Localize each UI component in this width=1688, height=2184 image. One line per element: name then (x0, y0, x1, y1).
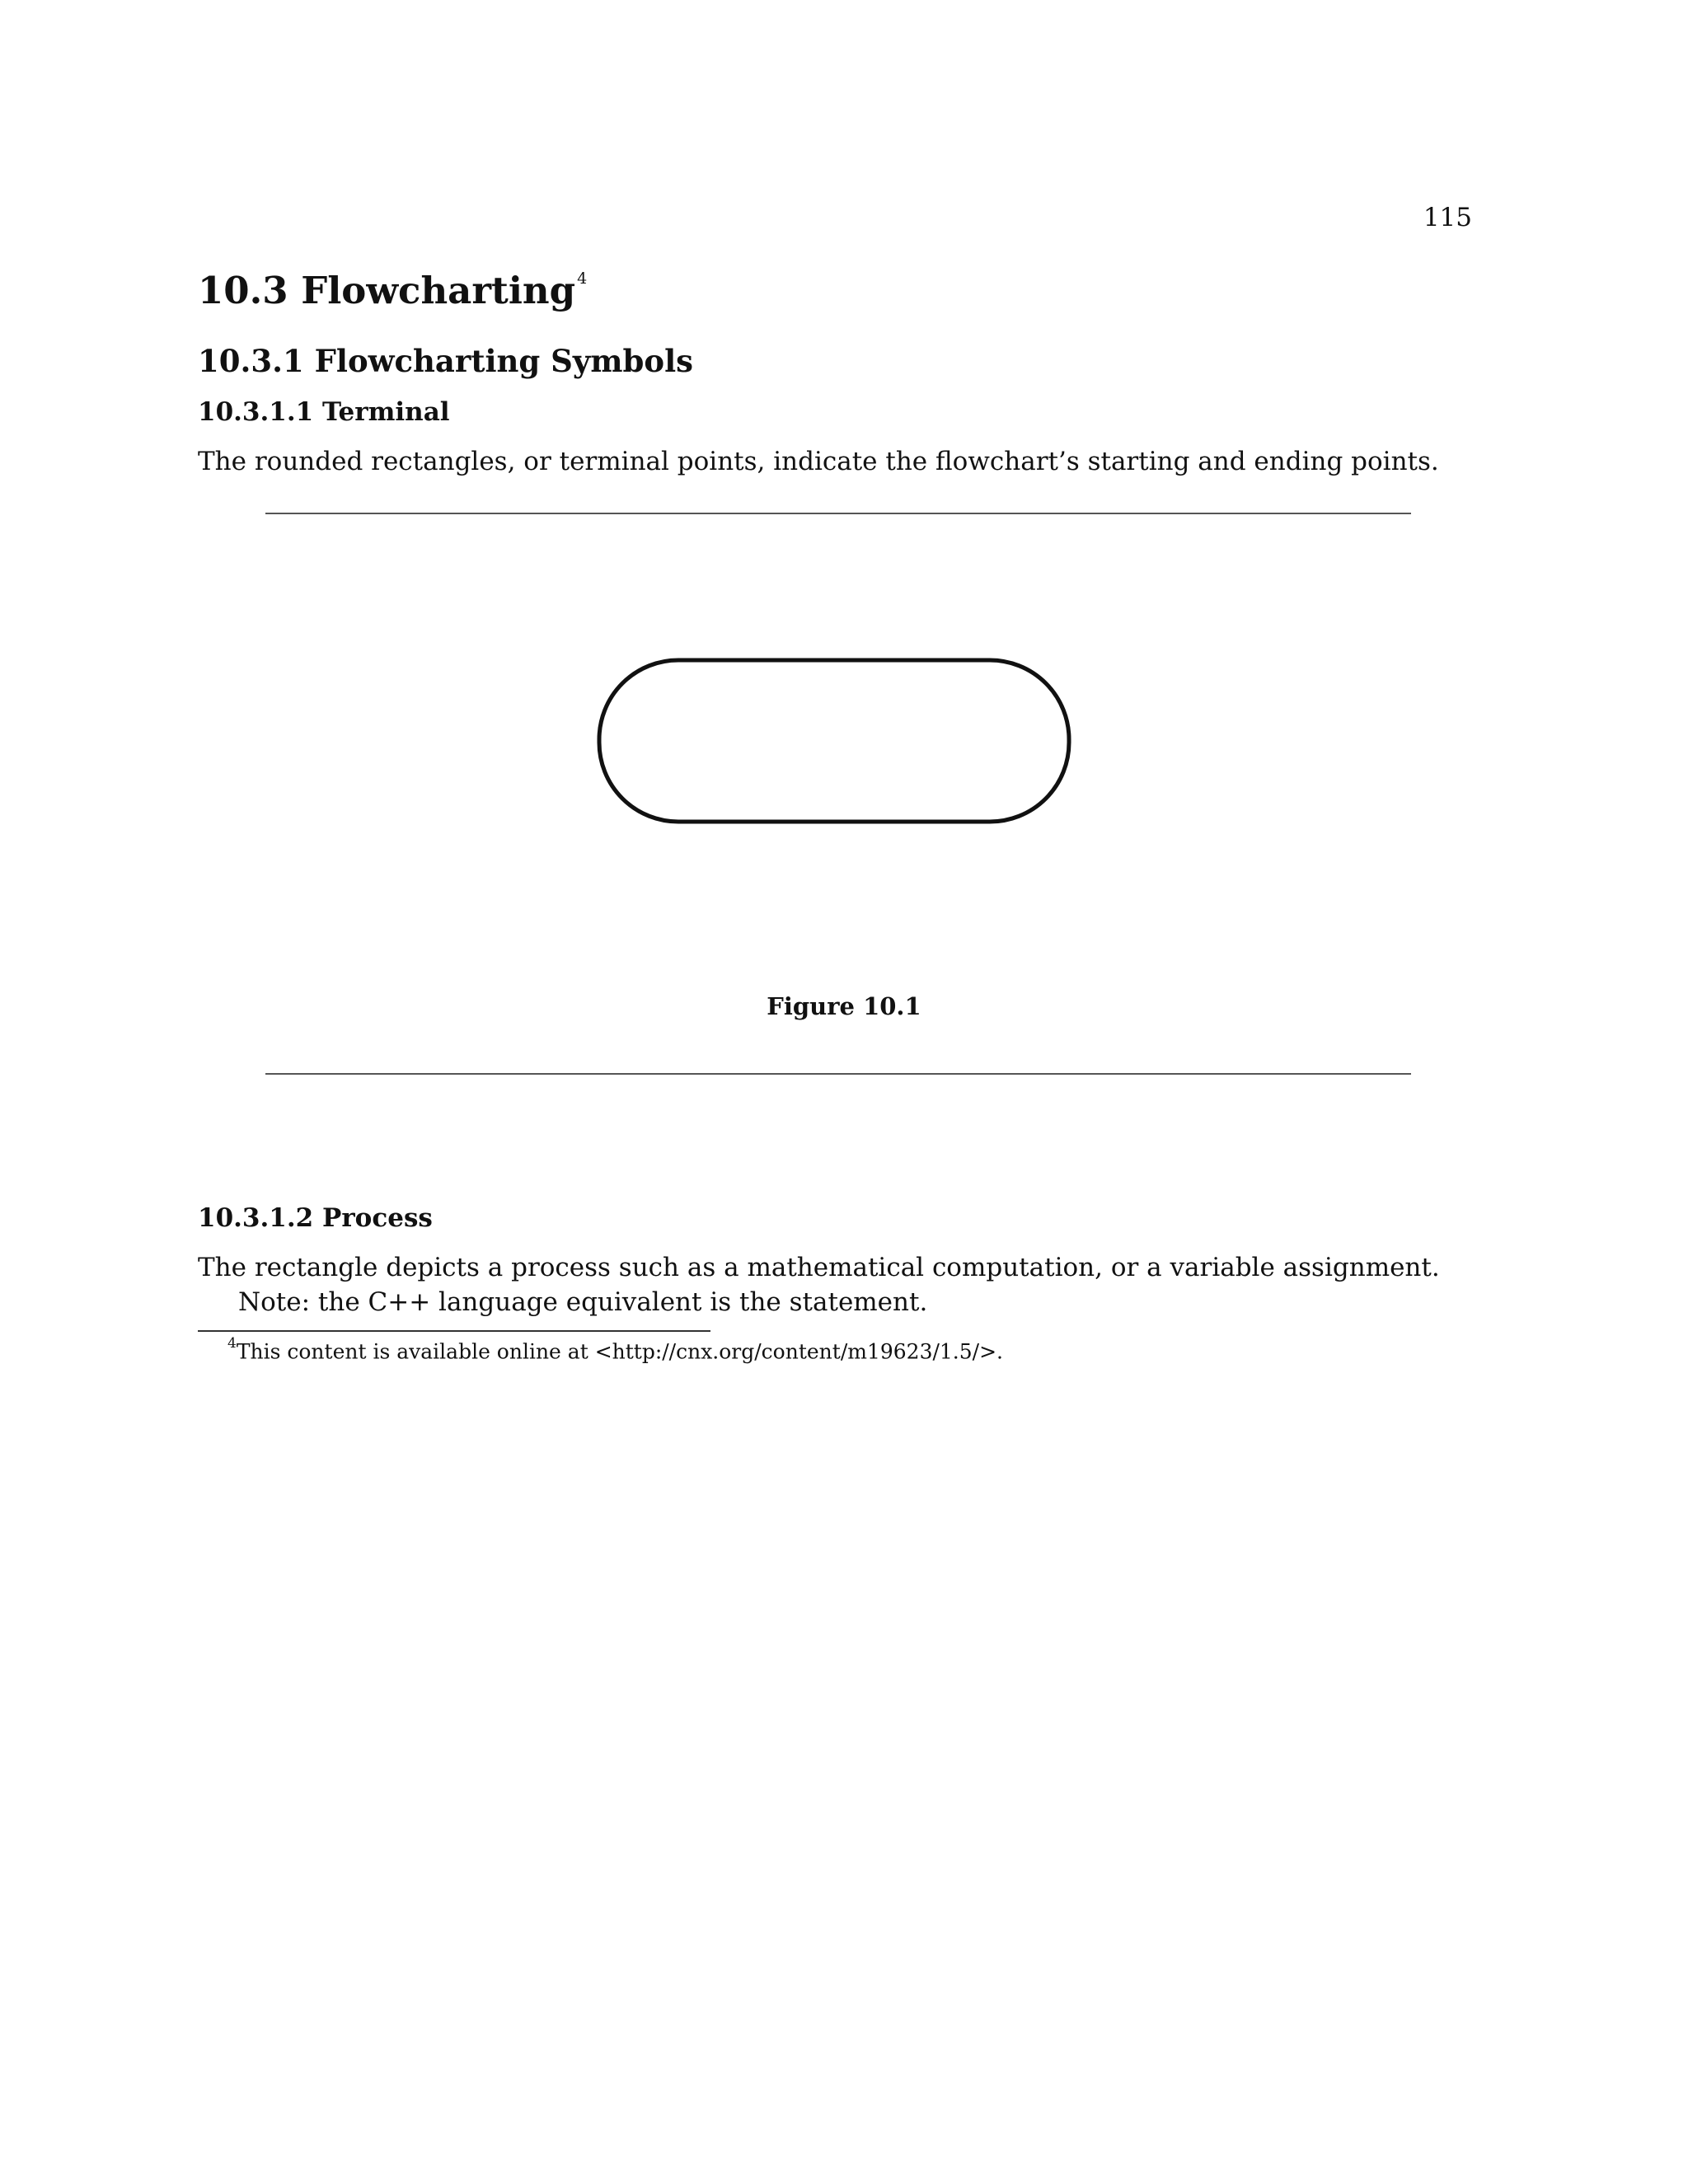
terminal-description: The rounded rectangles, or terminal points, indicate the flowchart’s starting and ending points. (198, 447, 1439, 476)
figure-caption: Figure 10.1 (767, 992, 921, 1020)
process-heading: 10.3.1.2 Process (198, 1203, 433, 1233)
section-footnote-marker[interactable]: 4 (577, 269, 588, 288)
subsection-title: 10.3.1 Flowcharting Symbols (198, 343, 693, 379)
footnote-marker: 4 (227, 1335, 237, 1352)
terminal-symbol-figure (597, 658, 1071, 824)
process-note: Note: the C++ language equivalent is the statement. (238, 1287, 928, 1317)
figure-bottom-rule (265, 1073, 1411, 1075)
section-title (198, 269, 587, 312)
process-description: The rectangle depicts a process such as a mathematical computation, or a variable assignment. (198, 1253, 1440, 1282)
page-number: 115 (1423, 203, 1472, 232)
terminal-rounded-rectangle (599, 660, 1069, 822)
terminal-heading: 10.3.1.1 Terminal (198, 397, 450, 427)
footnote-rule (198, 1330, 710, 1332)
footnote (227, 1335, 1003, 1364)
footnote-text[interactable]: This content is available online at <http://cnx.org/content/m19623/1.5/>. (236, 1339, 1003, 1364)
section-title-text: 10.3 Flowcharting (198, 269, 576, 312)
figure-top-rule (265, 513, 1411, 514)
